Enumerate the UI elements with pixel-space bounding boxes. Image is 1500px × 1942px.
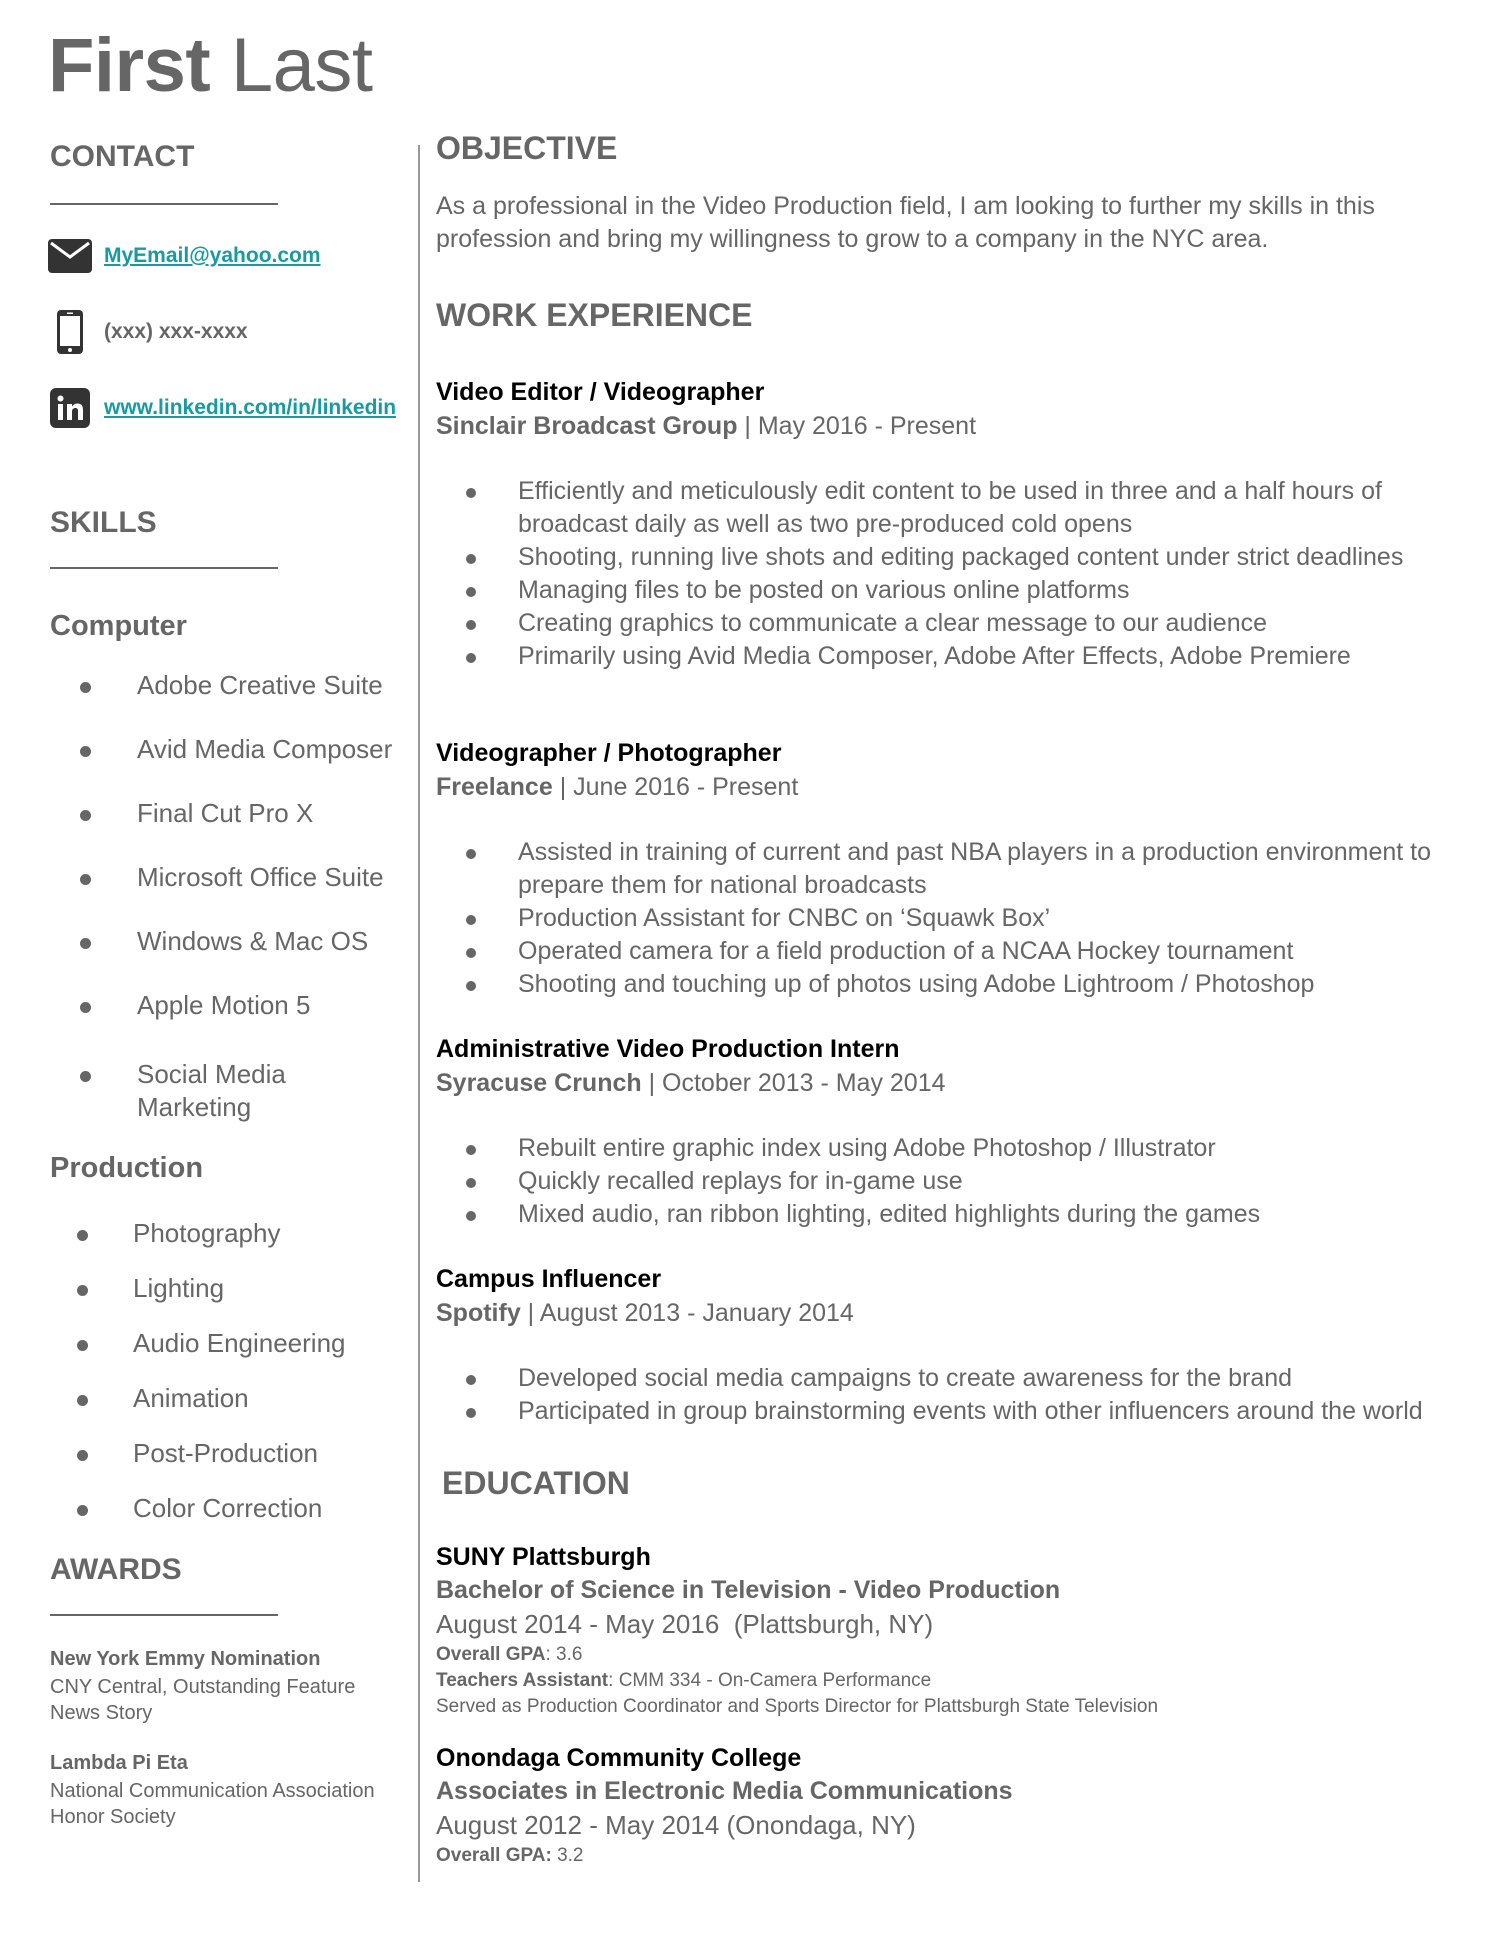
job-bullets [436, 836, 1466, 1001]
skill-item: Photography [133, 1218, 281, 1248]
first-name: First [48, 23, 211, 108]
job-bullet: Mixed audio, ran ribbon lighting, edited highlights during the games [436, 1198, 1466, 1231]
education-dates: August 2012 - May 2014 (Onondaga, NY) [436, 1810, 916, 1840]
job-title: Campus Influencer [436, 1265, 662, 1293]
skills-divider [50, 567, 278, 569]
job-bullet: Developed social media campaigns to create awareness for the brand [436, 1362, 1466, 1395]
job-title: Videographer / Photographer [436, 739, 782, 767]
skill-item: Windows & Mac OS [137, 926, 369, 956]
last-name: Last [230, 23, 373, 108]
gpa [436, 1845, 584, 1867]
job-bullet: Participated in group brainstorming events with other influencers around the world [436, 1395, 1466, 1428]
bullet-icon [80, 682, 91, 693]
gpa-value: : 3.6 [545, 1644, 583, 1665]
bullet-icon [80, 938, 91, 949]
job-bullets [436, 475, 1466, 673]
skill-item: Apple Motion 5 [137, 990, 311, 1020]
skill-item: Post-Production [133, 1438, 318, 1468]
job-bullet: Efficiently and meticulously edit content to be used in three and a half hours of broadcast daily as well as two pre-produced cold opens [436, 475, 1466, 541]
award-description: CNY Central, Outstanding Feature News Story [50, 1676, 356, 1724]
awards-divider [50, 1614, 278, 1616]
bullet-icon [80, 810, 91, 821]
job-bullet: Creating graphics to communicate a clear message to our audience [436, 607, 1466, 640]
skill-item: Avid Media Composer [137, 734, 393, 764]
skill-item: Final Cut Pro X [137, 798, 314, 828]
gpa-label: Overall GPA [436, 1644, 546, 1665]
school-name: Onondaga Community College [436, 1744, 802, 1772]
job-bullets [436, 1132, 1466, 1231]
bullet-icon [77, 1230, 88, 1241]
skills-production-label: Production [50, 1152, 204, 1184]
gpa-label: Overall GPA: [436, 1845, 552, 1866]
gpa [436, 1644, 582, 1666]
job-bullets [436, 1362, 1466, 1428]
contact-linkedin-row [48, 386, 396, 430]
skills-heading: SKILLS [50, 506, 157, 539]
skill-item: Social Media Marketing [137, 1059, 286, 1122]
gpa-value: 3.2 [551, 1845, 584, 1866]
bullet-icon [77, 1505, 88, 1516]
work-experience-heading: WORK EXPERIENCE [436, 297, 753, 333]
skill-item: Color Correction [133, 1493, 323, 1523]
job-bullet: Primarily using Avid Media Composer, Adobe After Effects, Adobe Premiere [436, 640, 1466, 673]
job-dates: | October 2013 - May 2014 [641, 1069, 946, 1097]
job-bullet: Managing files to be posted on various online platforms [436, 574, 1466, 607]
bullet-icon [80, 746, 91, 757]
ta-label: Teachers Assistant [436, 1670, 609, 1691]
job-bullet: Assisted in training of current and past NBA players in a production environment to prepare them for national broadcasts [436, 836, 1466, 902]
bullet-icon [77, 1285, 88, 1296]
job-bullet: Shooting, running live shots and editing packaged content under strict deadlines [436, 541, 1466, 574]
bullet-icon [80, 874, 91, 885]
school-name: SUNY Plattsburgh [436, 1543, 651, 1571]
job-dates: | August 2013 - January 2014 [520, 1299, 854, 1327]
job-dates: | June 2016 - Present [552, 773, 799, 801]
linkedin-link[interactable]: www.linkedin.com/in/linkedin [104, 396, 397, 419]
linkedin-icon [48, 386, 92, 430]
objective-text: As a professional in the Video Production field, I am looking to further my skills in this profession and bring my willingness to grow to a company in the NYC area. [436, 192, 1375, 253]
skill-item: Animation [133, 1383, 249, 1413]
job-title: Administrative Video Production Intern [436, 1035, 900, 1063]
job-bullet: Quickly recalled replays for in-game use [436, 1165, 1466, 1198]
skill-item: Lighting [133, 1273, 225, 1303]
resume-name [48, 18, 372, 114]
job-company-dates [436, 1299, 854, 1328]
contact-divider [50, 203, 278, 205]
envelope-icon [48, 234, 92, 278]
bullet-icon [80, 1002, 91, 1013]
bullet-icon [80, 1071, 91, 1082]
skill-item: Adobe Creative Suite [137, 670, 383, 700]
job-company: Sinclair Broadcast Group [436, 412, 738, 440]
job-company-dates [436, 773, 798, 802]
degree: Associates in Electronic Media Communications [436, 1777, 1013, 1805]
email-link[interactable]: MyEmail@yahoo.com [104, 244, 321, 267]
job-company: Syracuse Crunch [436, 1069, 642, 1097]
contact-heading: CONTACT [50, 140, 195, 173]
objective-heading: OBJECTIVE [436, 130, 618, 166]
bullet-icon [77, 1340, 88, 1351]
skill-item: Audio Engineering [133, 1328, 346, 1358]
education-note: Served as Production Coordinator and Sports Director for Plattsburgh State Television [436, 1696, 1159, 1717]
skills-computer-label: Computer [50, 610, 187, 642]
job-dates: | May 2016 - Present [737, 412, 977, 440]
job-bullet: Shooting and touching up of photos using Adobe Lightroom / Photoshop [436, 968, 1466, 1001]
award-title: Lambda Pi Eta [50, 1752, 188, 1774]
phone-number: (xxx) xxx-xxxx [104, 320, 248, 343]
education-heading: EDUCATION [442, 1465, 630, 1501]
ta-value: : CMM 334 - On-Camera Performance [608, 1670, 932, 1691]
degree: Bachelor of Science in Television - Video Production [436, 1576, 1061, 1604]
contact-phone-row [48, 310, 248, 354]
column-divider [418, 145, 420, 1882]
smartphone-icon [48, 310, 92, 354]
job-title: Video Editor / Videographer [436, 378, 765, 406]
job-company-dates [436, 412, 976, 441]
job-company-dates [436, 1069, 946, 1098]
awards-heading: AWARDS [50, 1553, 182, 1586]
teaching-assistant [436, 1670, 931, 1692]
bullet-icon [77, 1450, 88, 1461]
contact-email-row [48, 234, 321, 278]
award-description: National Communication Association Honor Society [50, 1780, 375, 1828]
job-bullet: Operated camera for a field production of a NCAA Hockey tournament [436, 935, 1466, 968]
job-company: Freelance [436, 773, 553, 801]
award-title: New York Emmy Nomination [50, 1648, 321, 1670]
bullet-icon [77, 1395, 88, 1406]
skill-item: Microsoft Office Suite [137, 862, 384, 892]
job-bullet: Rebuilt entire graphic index using Adobe Photoshop / Illustrator [436, 1132, 1466, 1165]
education-dates: August 2014 - May 2016 (Plattsburgh, NY) [436, 1609, 934, 1639]
job-company: Spotify [436, 1299, 521, 1327]
job-bullet: Production Assistant for CNBC on ‘Squawk Box’ [436, 902, 1466, 935]
